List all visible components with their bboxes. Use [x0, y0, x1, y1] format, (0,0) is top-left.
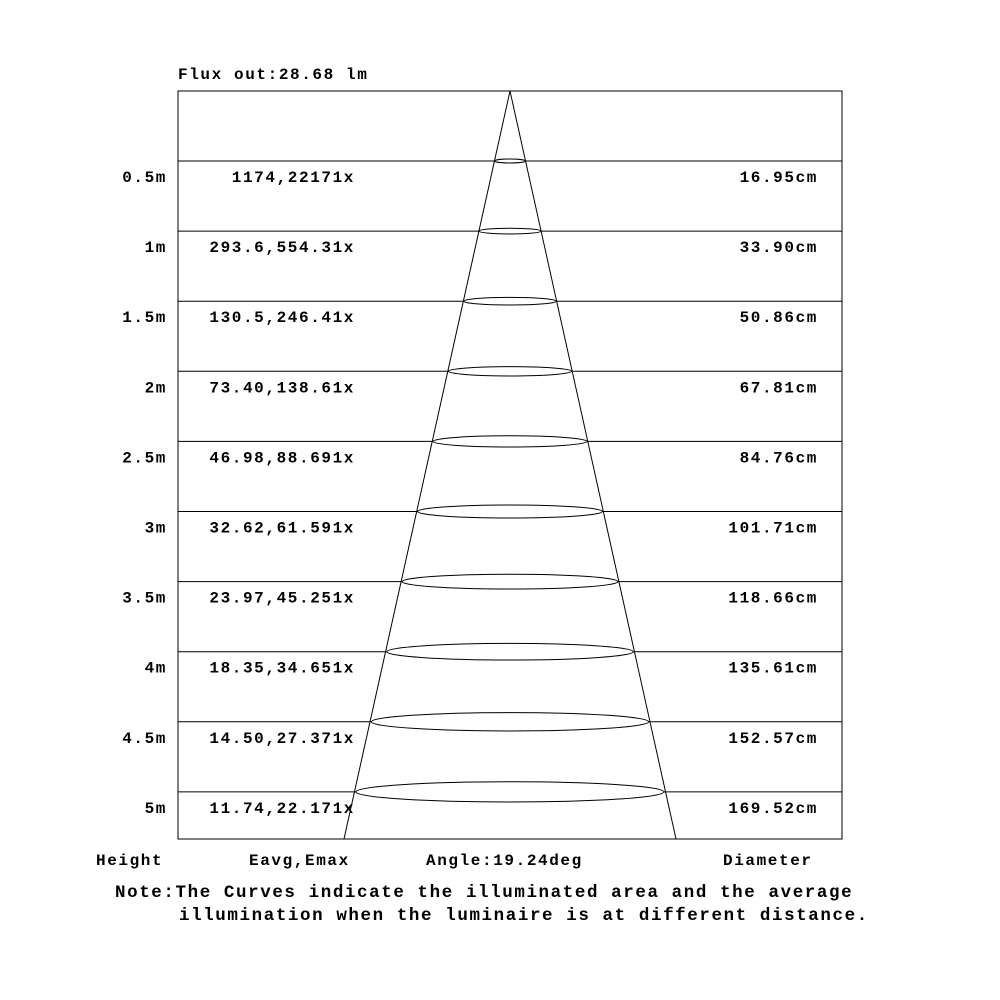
row-diameter-label: 16.95cm: [739, 169, 818, 187]
row-values-label: 11.74,22.171x: [209, 799, 355, 818]
row-height-label: 2.5m: [122, 449, 167, 468]
illumination-ellipse: [387, 643, 633, 660]
row-diameter-label: 101.71cm: [728, 519, 818, 538]
row-values-label: 32.62,61.591x: [209, 519, 355, 538]
height-column-label: Height: [96, 852, 164, 870]
row-diameter-label: 118.66cm: [728, 589, 818, 608]
values-column-label: Eavg,Emax: [249, 852, 350, 870]
cone-left-edge: [344, 91, 510, 839]
note-line-2: illumination when the luminaire is at different distance.: [179, 906, 869, 926]
row-height-label: 5m: [144, 799, 167, 818]
illumination-ellipse: [433, 436, 587, 447]
illumination-ellipse: [371, 713, 648, 731]
illumination-ellipse: [402, 574, 618, 589]
illumination-ellipse: [418, 505, 603, 518]
row-diameter-label: 169.52cm: [728, 799, 818, 818]
illumination-ellipse: [464, 297, 556, 305]
illumination-ellipse: [479, 228, 541, 234]
diameter-column-label: Diameter: [723, 852, 813, 870]
row-values-label: 130.5,246.41x: [209, 309, 355, 328]
row-height-label: 3m: [144, 519, 167, 538]
row-values-label: 46.98,88.691x: [209, 449, 355, 468]
row-values-label: 18.35,34.651x: [209, 659, 355, 678]
row-values-label: 14.50,27.371x: [209, 729, 355, 748]
note-line-1: Note:The Curves indicate the illuminated area and the average: [115, 883, 854, 903]
row-diameter-label: 33.90cm: [739, 239, 818, 258]
row-values-label: 1174,22171x: [231, 169, 355, 187]
row-labels: [122, 169, 818, 818]
illumination-ellipse: [495, 159, 526, 163]
cone-right-edge: [510, 91, 676, 839]
row-diameter-label: 84.76cm: [739, 449, 818, 468]
row-diameter-label: 152.57cm: [728, 729, 818, 748]
row-height-label: 4.5m: [122, 729, 167, 748]
row-height-label: 0.5m: [122, 169, 167, 187]
illumination-ellipses: [356, 159, 664, 802]
row-height-label: 4m: [144, 659, 167, 678]
row-diameter-label: 50.86cm: [739, 309, 818, 328]
row-diameter-label: 67.81cm: [739, 379, 818, 398]
row-height-label: 1.5m: [122, 309, 167, 328]
row-height-label: 2m: [144, 379, 167, 398]
row-height-label: 3.5m: [122, 589, 167, 608]
row-values-label: 293.6,554.31x: [209, 239, 355, 258]
row-values-label: 73.40,138.61x: [209, 379, 355, 398]
row-values-label: 23.97,45.251x: [209, 589, 355, 608]
flux-label: Flux out:28.68 lm: [178, 66, 369, 84]
row-height-label: 1m: [144, 239, 167, 258]
illumination-ellipse: [448, 367, 571, 376]
illumination-ellipse: [356, 782, 664, 802]
angle-label: Angle:19.24deg: [426, 852, 583, 870]
row-diameter-label: 135.61cm: [728, 659, 818, 678]
